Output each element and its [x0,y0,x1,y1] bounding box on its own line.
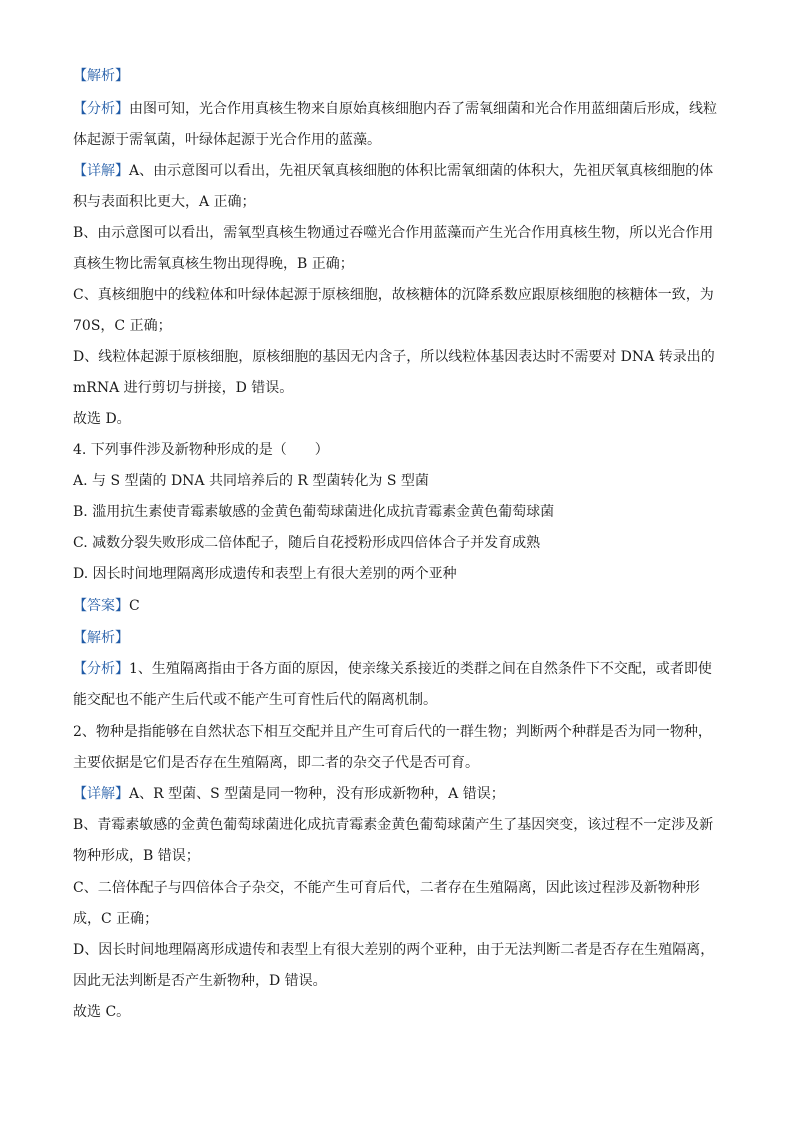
xiangjie-d-cont: mRNA 进行剪切与拼接，D 错误。 [73,380,294,396]
conclusion-1: 故选 D。 [73,411,131,427]
analysis-heading-text: 【解析】 [73,68,129,84]
fenxi-text: 由图可知，光合作用真核生物来自原始真核细胞内吞了需氧细菌和光合作用蓝细菌后形成，线粒 [129,101,717,117]
option-c: C. 减数分裂失败形成二倍体配子，随后自花授粉形成四倍体合子并发育成熟 [73,535,541,551]
xiangjie-line [73,161,723,181]
xiangjie2-c: C、二倍体配子与四倍体合子杂交，不能产生可育后代，二者存在生殖隔离，因此该过程涉及新物种形 [73,880,700,896]
question-4-stem: 4. 下列事件涉及新物种形成的是（ ） [73,442,329,458]
xiangjie2-b-cont: 物种形成，B 错误； [73,848,200,864]
xiangjie-a-text: A、由示意图可以看出，先祖厌氧真核细胞的体积比需氧细菌的体积大，先祖厌氧真核细胞的体 [129,163,714,179]
xiangjie-d: D、线粒体起源于原核细胞，原核细胞的基因无内含子，所以线粒体基因表达时不需要对 DNA 转录出的 [73,349,715,365]
answer-line [73,596,723,616]
analysis-heading-2 [73,628,723,648]
xiangjie-a-cont: 积与表面积比更大，A 正确； [73,194,256,210]
fenxi-p1-text: 1、生殖隔离指由于各方面的原因，使亲缘关系接近的类群之间在自然条件下不交配，或者即使 [129,661,712,677]
conclusion-2: 故选 C。 [73,1004,131,1020]
fenxi-p2: 2、物种是指能够在自然状态下相互交配并且产生可育后代的一群生物；判断两个种群是否为同一物种， [73,724,712,740]
answer-value: C [129,598,140,614]
xiangjie-c: C、真核细胞中的线粒体和叶绿体起源于原核细胞，故核糖体的沉降系数应跟原核细胞的核糖体一致，为 [73,287,714,303]
xiangjie2-b: B、青霉素敏感的金黄色葡萄球菌进化成抗青霉素金黄色葡萄球菌产生了基因突变，该过程不一定涉及新 [73,817,714,833]
option-d: D. 因长时间地理隔离形成遗传和表型上有很大差别的两个亚种 [73,566,457,582]
fenxi-p1 [73,659,723,679]
fenxi-label-2: 【分析】 [73,661,129,677]
xiangjie2-d: D、因长时间地理隔离形成遗传和表型上有很大差别的两个亚种，由于无法判断二者是否存在生殖隔离， [73,942,715,958]
answer-label: 【答案】 [73,598,129,614]
option-b: B. 滥用抗生素使青霉素敏感的金黄色葡萄球菌进化成抗青霉素金黄色葡萄球菌 [73,504,555,520]
fenxi-p1-cont: 能交配也不能产生后代或不能产生可育性后代的隔离机制。 [73,692,437,708]
xiangjie2-a-text: A、R 型菌、S 型菌是同一物种，没有形成新物种，A 错误； [129,786,505,802]
xiangjie-b-cont: 真核生物比需氧真核生物出现得晚，B 正确； [73,256,354,272]
analysis-heading [73,66,723,86]
xiangjie-b: B、由示意图可以看出，需氧型真核生物通过吞噬光合作用蓝藻而产生光合作用真核生物，所以光合作用 [73,225,714,241]
option-a: A. 与 S 型菌的 DNA 共同培养后的 R 型菌转化为 S 型菌 [73,473,429,489]
xiangjie2-c-cont: 成，C 正确； [73,911,159,927]
xiangjie-c-cont: 70S，C 正确； [73,318,172,334]
xiangjie-line-2 [73,784,723,804]
fenxi-label: 【分析】 [73,101,129,117]
fenxi-line-cont: 体起源于需氧菌，叶绿体起源于光合作用的蓝藻。 [73,132,381,148]
analysis-heading-2-text: 【解析】 [73,630,129,646]
fenxi-p2-cont: 主要依据是它们是否存在生殖隔离，即二者的杂交子代是否可育。 [73,755,479,771]
xiangjie2-d-cont: 因此无法判断是否产生新物种，D 错误。 [73,973,327,989]
xiangjie-label-2: 【详解】 [73,786,129,802]
fenxi-line [73,99,723,119]
xiangjie-label: 【详解】 [73,163,129,179]
